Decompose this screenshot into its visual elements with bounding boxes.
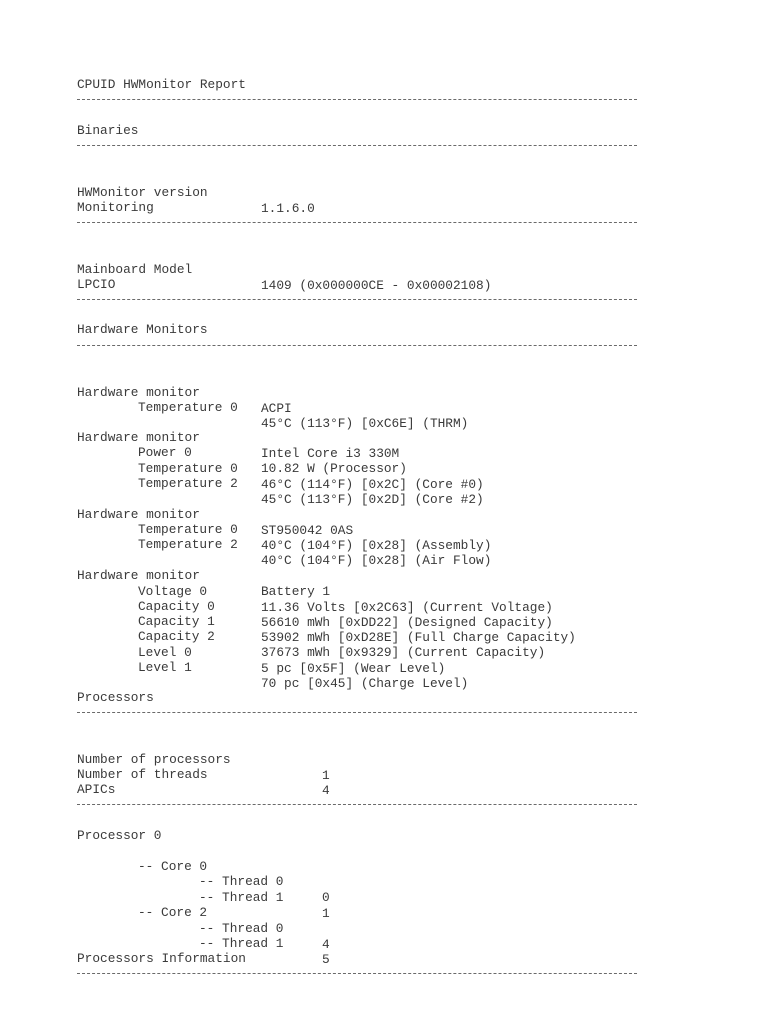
apic-thread-label: -- Thread 1 xyxy=(199,936,284,951)
sensor-value: 40°C (104°F) [0x28] (Air Flow) xyxy=(261,553,492,568)
sensor-value: 45°C (113°F) [0x2D] (Core #2) xyxy=(261,492,484,507)
apic-thread-label: -- Thread 0 xyxy=(199,921,284,936)
hwmonitor-version-label: HWMonitor version xyxy=(77,185,208,200)
section-lpcio-heading: LPCIO xyxy=(77,277,116,292)
hardware-monitor-name: Battery 1 xyxy=(261,584,331,599)
sensor-label: Power 0 xyxy=(138,445,192,460)
apic-thread-value: 4 xyxy=(322,937,330,952)
mainboard-model-value: 1409 (0x000000CE - 0x00002108) xyxy=(261,278,492,293)
divider xyxy=(77,99,637,100)
apic-thread-value: 5 xyxy=(322,952,330,967)
sensor-label: Voltage 0 xyxy=(138,584,208,599)
divider xyxy=(77,973,637,974)
section-binaries-heading: Binaries xyxy=(77,123,139,138)
sensor-value: 37673 mWh [0x9329] (Current Capacity) xyxy=(261,645,546,660)
divider xyxy=(77,222,637,223)
apic-thread-value: 0 xyxy=(322,890,330,905)
thread-count-value: 4 xyxy=(322,783,330,798)
sensor-label: Level 1 xyxy=(138,660,192,675)
sensor-label: Temperature 2 xyxy=(138,537,238,552)
sensor-value: 5 pc [0x5F] (Wear Level) xyxy=(261,661,446,676)
thread-count-label: Number of threads xyxy=(77,767,208,782)
divider xyxy=(77,712,637,713)
hardware-monitor-label: Hardware monitor xyxy=(77,568,200,583)
apic-core-row xyxy=(77,843,208,874)
hardware-monitor-label: Hardware monitor xyxy=(77,385,200,400)
apic-processor-label: Processor 0 xyxy=(77,828,162,843)
hardware-monitor-label: Hardware monitor xyxy=(77,430,200,445)
sensor-label: Temperature 2 xyxy=(138,476,238,491)
divider xyxy=(77,299,637,300)
hardware-monitor-name: ACPI xyxy=(261,401,292,416)
mainboard-model-label: Mainboard Model xyxy=(77,262,193,277)
sensor-value: 10.82 W (Processor) xyxy=(261,461,407,476)
divider xyxy=(77,145,637,146)
sensor-value: 40°C (104°F) [0x28] (Assembly) xyxy=(261,538,492,553)
sensor-label: Capacity 0 xyxy=(138,599,215,614)
section-processors-information-heading: Processors Information xyxy=(77,951,246,966)
sensor-value: 53902 mWh [0xD28E] (Full Charge Capacity) xyxy=(261,630,576,645)
sensor-value: 45°C (113°F) [0xC6E] (THRM) xyxy=(261,416,469,431)
divider xyxy=(77,345,637,346)
apic-core-row xyxy=(77,889,208,920)
section-monitoring-heading: Monitoring xyxy=(77,200,154,215)
section-processors-heading: Processors xyxy=(77,690,154,705)
sensor-label: Capacity 2 xyxy=(138,629,215,644)
section-hardware-monitors-heading: Hardware Monitors xyxy=(77,322,208,337)
hardware-monitor-name: ST950042 0AS xyxy=(261,523,354,538)
sensor-value: 70 pc [0x45] (Charge Level) xyxy=(261,676,469,691)
hwmonitor-version-value: 1.1.6.0 xyxy=(261,201,315,216)
apic-thread-value: 1 xyxy=(322,906,330,921)
hardware-monitor-label: Hardware monitor xyxy=(77,507,200,522)
apic-thread-label: -- Thread 1 xyxy=(199,890,284,905)
sensor-label: Capacity 1 xyxy=(138,614,215,629)
processor-count-value: 1 xyxy=(322,768,330,783)
sensor-value: 11.36 Volts [0x2C63] (Current Voltage) xyxy=(261,600,553,615)
sensor-label: Temperature 0 xyxy=(138,400,238,415)
report-title: CPUID HWMonitor Report xyxy=(77,77,246,92)
sensor-label: Temperature 0 xyxy=(138,522,238,537)
sensor-value: 56610 mWh [0xDD22] (Designed Capacity) xyxy=(261,615,553,630)
divider xyxy=(77,804,637,805)
apic-core-label: -- Core 0 xyxy=(138,859,208,874)
processor-count-label: Number of processors xyxy=(77,752,231,767)
apic-thread-label: -- Thread 0 xyxy=(199,874,284,889)
sensor-value: 46°C (114°F) [0x2C] (Core #0) xyxy=(261,477,484,492)
sensor-label: Level 0 xyxy=(138,645,192,660)
sensor-label: Temperature 0 xyxy=(138,461,238,476)
hardware-monitor-name: Intel Core i3 330M xyxy=(261,446,400,461)
section-apics-heading: APICs xyxy=(77,782,116,797)
apic-core-label: -- Core 2 xyxy=(138,905,208,920)
